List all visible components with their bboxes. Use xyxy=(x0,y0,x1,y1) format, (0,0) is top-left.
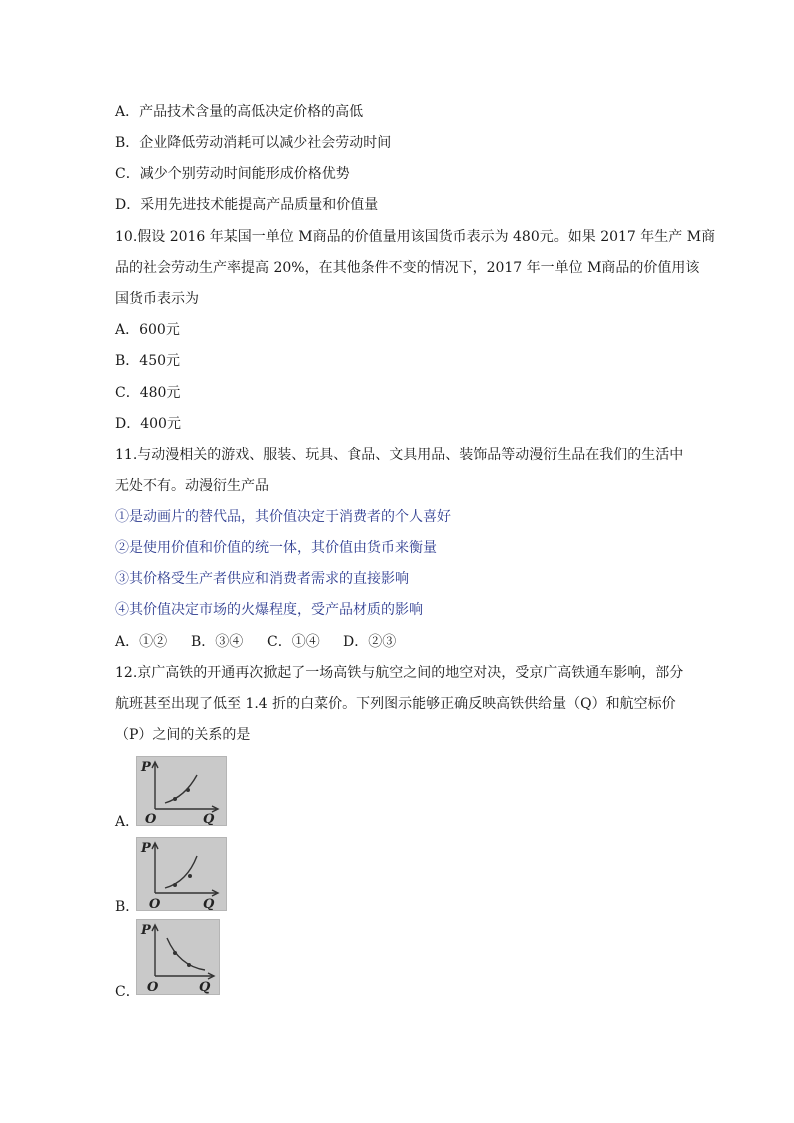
q10-stem-line-3: 国货币表示为 xyxy=(115,291,199,307)
q11-choice-a: A．①② xyxy=(115,634,168,650)
q9-option-a: A．产品技术含量的高低决定价格的高低 xyxy=(115,104,364,120)
axis-o-label-b: O xyxy=(149,897,161,910)
q12-figure-c xyxy=(136,919,220,995)
q12-stem-line-3: （P）之间的关系的是 xyxy=(115,727,251,743)
q12-figure-c-label: C． xyxy=(115,984,140,1000)
q12-figure-b-label: B． xyxy=(115,899,140,915)
q11-choice-c: C．①④ xyxy=(267,634,320,650)
q10-stem-line-2: 品的社会劳动生产率提高 20%，在其他条件不变的情况下，2017 年一单位 M商品的价值用该 xyxy=(115,260,700,276)
axis-p-label-b: P xyxy=(141,841,151,856)
q10-option-b: B．450元 xyxy=(115,353,181,369)
axis-p-label-a: P xyxy=(141,760,151,775)
q10-option-a: A．600元 xyxy=(115,322,180,338)
q10-option-c: C．480元 xyxy=(115,385,181,401)
q9-option-c: C．减少个别劳动时间能形成价格优势 xyxy=(115,166,350,182)
q11-statement-4: ④其价值决定市场的火爆程度，受产品材质的影响 xyxy=(115,602,423,618)
q11-stem-line-2: 无处不有。动漫衍生产品 xyxy=(115,478,269,494)
axis-q-label-b: Q xyxy=(203,897,215,910)
axis-o-label-a: O xyxy=(145,812,157,825)
q11-choice-d: D．②③ xyxy=(343,634,397,650)
q11-choice-b: B．③④ xyxy=(191,634,244,650)
q12-stem-line-2: 航班甚至出现了低至 1.4 折的白菜价。下列图示能够正确反映高铁供给量（Q）和航空标价 xyxy=(115,696,676,712)
q11-statement-2: ②是使用价值和价值的统一体，其价值由货币来衡量 xyxy=(115,540,437,556)
axis-q-label-a: Q xyxy=(203,812,215,825)
q12-figure-b xyxy=(136,837,227,911)
axis-q-label-c: Q xyxy=(199,980,211,994)
q11-statement-3: ③其价格受生产者供应和消费者需求的直接影响 xyxy=(115,571,409,587)
q10-stem-line-1: 10.假设 2016 年某国一单位 M商品的价值量用该国货币表示为 480元。如果 2017 年生产 M商 xyxy=(115,229,716,245)
axis-p-label-c: P xyxy=(141,923,151,938)
axis-o-label-c: O xyxy=(147,980,159,994)
q12-figure-a-label: A． xyxy=(115,814,140,830)
q12-figure-a xyxy=(136,756,227,826)
q11-choices xyxy=(115,632,396,652)
q9-option-d: D．采用先进技术能提高产品质量和价值量 xyxy=(115,197,379,213)
q12-stem-line-1: 12.京广高铁的开通再次掀起了一场高铁与航空之间的地空对决，受京广高铁通车影响，部分 xyxy=(115,665,684,681)
q9-option-b: B．企业降低劳动消耗可以减少社会劳动时间 xyxy=(115,135,392,151)
q11-stem-line-1: 11.与动漫相关的游戏、服装、玩具、食品、文具用品、装饰品等动漫衍生品在我们的生活中 xyxy=(115,447,684,463)
q10-option-d: D．400元 xyxy=(115,416,181,432)
q11-statement-1: ①是动画片的替代品，其价值决定于消费者的个人喜好 xyxy=(115,509,451,525)
